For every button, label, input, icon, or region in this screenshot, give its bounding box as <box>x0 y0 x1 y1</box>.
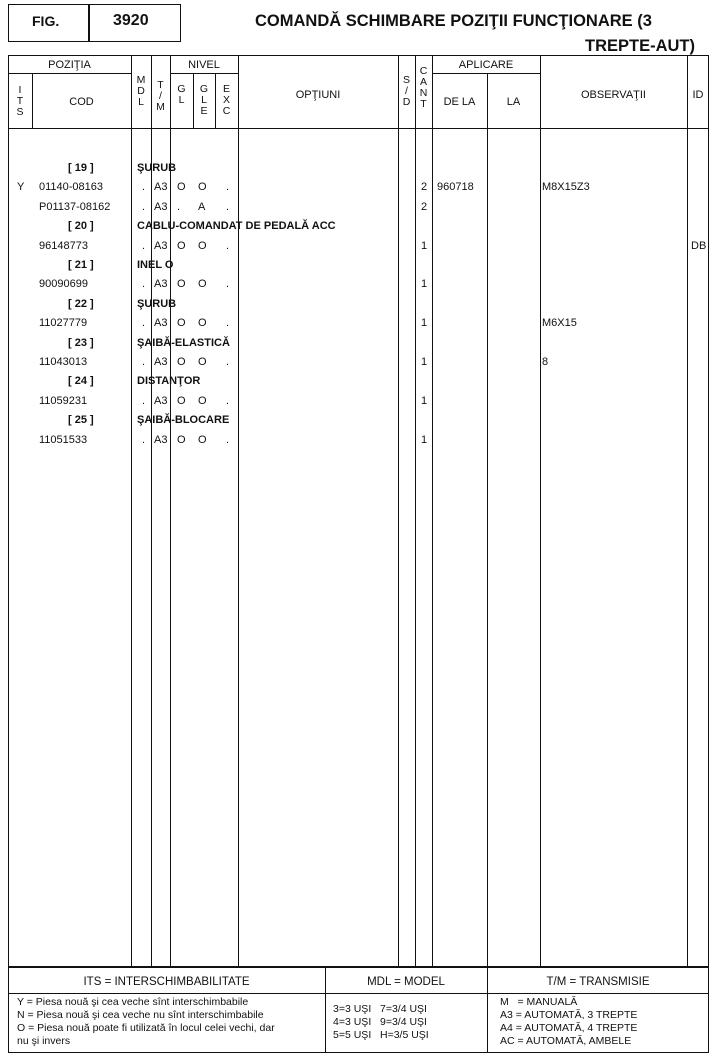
cell-cant: 2 <box>421 200 428 213</box>
group-row <box>0 375 713 391</box>
part-row <box>0 240 713 256</box>
col-nivel: NIVEL <box>188 59 220 71</box>
cell-exc: . <box>226 200 230 213</box>
part-name: DISTANŢOR <box>137 375 201 388</box>
legend-its-line: Y = Piesa nouă şi cea veche sînt interschimbabile <box>17 996 249 1008</box>
col-cant: C A N T <box>419 65 428 110</box>
col-tm: T / M <box>156 79 165 113</box>
cell-mdl: . <box>142 200 146 213</box>
cell-exc: . <box>226 356 230 368</box>
col-mdl: M D L <box>136 74 146 108</box>
cell-gl: O <box>177 394 186 407</box>
cell-tm: A3 <box>154 278 168 291</box>
part-row <box>0 434 713 450</box>
cell-exc: . <box>226 394 230 407</box>
part-name: ŞURUB <box>137 162 177 174</box>
cell-gl: O <box>177 433 186 446</box>
cell-gle: O <box>198 433 207 446</box>
cell-mdl: . <box>142 239 146 252</box>
col-pozitia: POZIŢIA <box>48 59 91 71</box>
cell-cod: 11027779 <box>39 317 88 330</box>
cell-cant: 1 <box>421 317 428 330</box>
col-id: ID <box>692 89 704 101</box>
cell-cod: 01140-08163 <box>39 181 104 194</box>
group-row <box>0 337 713 353</box>
legend-mdl-line: 4=3 UŞI 9=3/4 UŞI <box>333 1016 427 1028</box>
cell-cant: 1 <box>421 356 428 368</box>
position-number: [ 24 ] <box>68 375 94 388</box>
part-row <box>0 317 713 333</box>
col-optiuni: OPŢIUNI <box>295 89 341 101</box>
col-de-la: DE LA <box>443 96 476 108</box>
cell-tm: A3 <box>154 394 168 407</box>
position-number: [ 20 ] <box>68 220 94 233</box>
group-row <box>0 259 713 275</box>
part-row <box>0 201 713 217</box>
fig-label: FIG. <box>32 13 60 29</box>
cell-obs: M8X15Z3 <box>542 181 590 194</box>
cell-obs: 8 <box>542 356 549 368</box>
cell-id: DB <box>691 239 707 252</box>
legend-its-line: N = Piesa nouă şi cea veche nu sînt interschimbabile <box>17 1009 264 1021</box>
cell-mdl: . <box>142 433 146 446</box>
col-gle: G L E <box>199 83 209 117</box>
cell-tm: A3 <box>154 433 168 446</box>
cell-cant: 1 <box>421 278 428 291</box>
header-divider <box>8 128 709 129</box>
cell-gle: O <box>198 394 207 407</box>
col-exc: E X C <box>222 83 231 117</box>
legend-tm-line: M = MANUALĂ <box>500 996 578 1008</box>
position-number: [ 22 ] <box>68 297 94 310</box>
cell-mdl: . <box>142 278 146 291</box>
col-its: I T S <box>16 84 24 118</box>
position-number: [ 19 ] <box>68 162 94 174</box>
cell-tm: A3 <box>154 181 168 194</box>
legend-its-line: nu şi invers <box>17 1035 71 1047</box>
legend-its-line: O = Piesa nouă poate fi utilizată în locul celei vechi, dar <box>17 1022 275 1034</box>
cell-cod: 11051533 <box>39 433 88 446</box>
cell-gl: O <box>177 317 186 330</box>
cell-gle: A <box>198 200 206 213</box>
cell-gl: O <box>177 278 186 291</box>
group-row <box>0 220 713 236</box>
legend-mdl-line: 3=3 UŞI 7=3/4 UŞI <box>333 1003 427 1015</box>
col-sd: S / D <box>402 74 411 108</box>
cell-gl: O <box>177 239 186 252</box>
cell-gle: O <box>198 239 207 252</box>
cell-de-la: 960718 <box>437 181 474 194</box>
legend-mdl-line: 5=5 UŞI H=3/5 UŞI <box>333 1029 429 1041</box>
cell-exc: . <box>226 317 230 330</box>
page-title: COMANDĂ SCHIMBARE POZIŢII FUNCŢIONARE (3 <box>255 12 652 30</box>
legend-its-title: ITS = INTERSCHIMBABILITATE <box>83 976 250 988</box>
cell-tm: A3 <box>154 200 168 213</box>
cell-tm: A3 <box>154 317 168 330</box>
cell-gle: O <box>198 356 207 368</box>
part-row <box>0 395 713 411</box>
cell-cod: 11043013 <box>39 356 88 368</box>
col-la: LA <box>506 96 521 108</box>
cell-gl: . <box>177 200 181 213</box>
cell-mdl: . <box>142 317 146 330</box>
group-row <box>0 414 713 430</box>
cell-gl: O <box>177 356 186 368</box>
cell-cant: 2 <box>421 181 428 194</box>
col-aplicare: APLICARE <box>458 59 514 71</box>
part-name: INEL O <box>137 259 174 271</box>
cell-gle: O <box>198 317 207 330</box>
cell-cod: 96148773 <box>39 239 88 252</box>
part-name: ŞAIBĂ-BLOCARE <box>137 414 230 427</box>
col-gl: G L <box>177 83 186 106</box>
group-row <box>0 298 713 314</box>
position-number: [ 23 ] <box>68 336 94 349</box>
legend-tm-line: AC = AUTOMATĂ, AMBELE <box>500 1035 632 1047</box>
cell-gle: O <box>198 278 207 291</box>
cell-mdl: . <box>142 394 146 407</box>
cell-gle: O <box>198 181 207 194</box>
part-name: CABLU-COMANDAT DE PEDALĂ ACC <box>137 220 336 233</box>
position-number: [ 21 ] <box>68 259 94 271</box>
part-row <box>0 181 713 197</box>
cell-tm: A3 <box>154 356 168 368</box>
cell-cant: 1 <box>421 239 428 252</box>
cell-cod: 11059231 <box>39 394 88 407</box>
cell-mdl: . <box>142 356 146 368</box>
legend-tm-line: A4 = AUTOMATĂ, 4 TREPTE <box>500 1022 638 1034</box>
cell-obs: M6X15 <box>542 317 577 330</box>
cell-cant: 1 <box>421 394 428 407</box>
legend-mdl-title: MDL = MODEL <box>367 976 445 988</box>
part-row <box>0 356 713 372</box>
col-observatii: OBSERVAŢII <box>580 89 646 101</box>
cell-gl: O <box>177 181 186 194</box>
cell-exc: . <box>226 239 230 252</box>
cell-exc: . <box>226 278 230 291</box>
group-row <box>0 162 713 178</box>
page-title-continued: TREPTE-AUT) <box>585 37 695 55</box>
cell-cod: P01137-08162 <box>39 200 111 213</box>
legend-tm-title: T/M = TRANSMISIE <box>546 976 650 988</box>
part-name: ŞAIBĂ-ELASTICĂ <box>137 336 230 349</box>
col-cod: COD <box>69 96 94 108</box>
cell-tm: A3 <box>154 239 168 252</box>
legend-tm-line: A3 = AUTOMATĂ, 3 TREPTE <box>500 1009 638 1021</box>
position-number: [ 25 ] <box>68 414 94 427</box>
cell-cant: 1 <box>421 433 428 446</box>
cell-exc: . <box>226 433 230 446</box>
cell-its: Y <box>17 181 25 194</box>
cell-exc: . <box>226 181 230 194</box>
part-name: ŞURUB <box>137 297 177 310</box>
fig-number: 3920 <box>113 12 149 29</box>
cell-cod: 90090699 <box>39 278 88 291</box>
part-row <box>0 278 713 294</box>
cell-mdl: . <box>142 181 146 194</box>
